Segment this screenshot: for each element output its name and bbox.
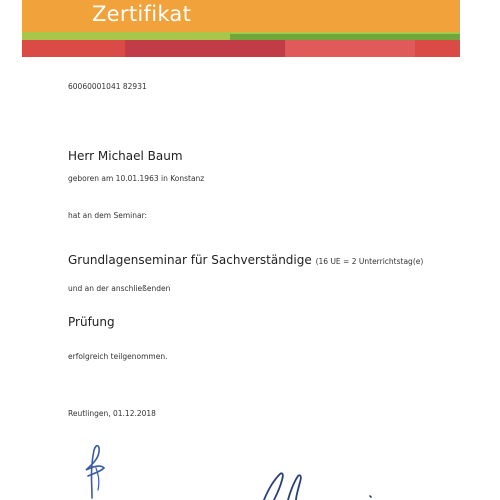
place-date: Reutlingen, 01.12.2018	[68, 409, 156, 418]
decorative-stripe-pink	[285, 40, 415, 57]
certificate-number: 60060001041 82931	[68, 82, 147, 91]
header-banner	[22, 0, 460, 32]
certificate-title: Zertifikat	[92, 2, 192, 26]
signature-left	[78, 440, 118, 500]
seminar-units: (16 UE = 2 Unterrichtstag(e)	[315, 257, 424, 266]
result-text: erfolgreich teilgenommen.	[68, 352, 168, 361]
birth-info: geboren am 10.01.1963 in Konstanz	[68, 174, 205, 183]
decorative-stripe-red-dark	[125, 40, 285, 57]
exam-title: Prüfung	[68, 315, 115, 329]
signature-right	[258, 470, 378, 500]
exam-intro: und an der anschließenden	[68, 284, 171, 293]
recipient-name: Herr Michael Baum	[68, 149, 183, 163]
seminar-title: Grundlagenseminar für Sachverständige	[68, 253, 312, 267]
seminar-intro: hat an dem Seminar:	[68, 211, 148, 220]
seminar-line	[68, 253, 423, 267]
